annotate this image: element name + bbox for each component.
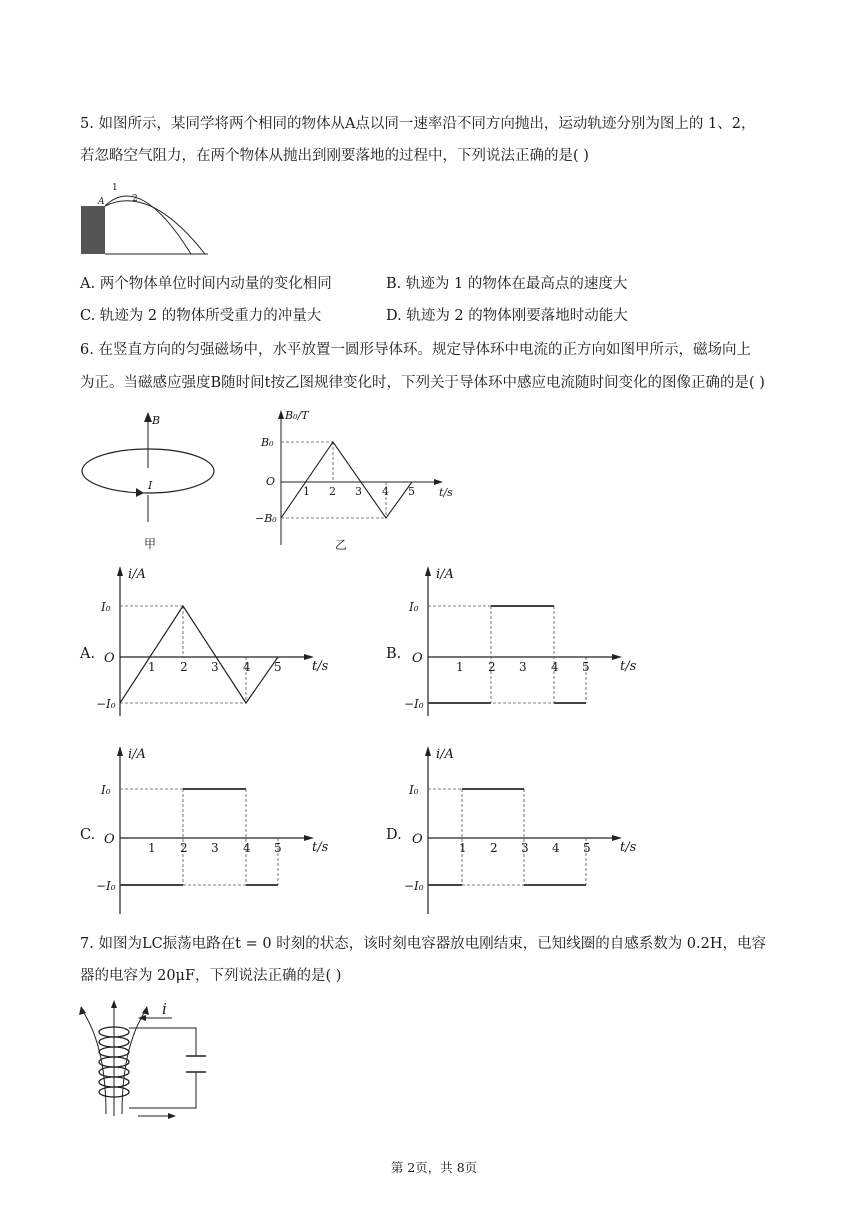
graph-c-tick-3: 3	[211, 841, 219, 855]
yi-tick-3: 3	[355, 485, 362, 498]
page-footer: 第 2页，共 8页	[390, 1160, 478, 1175]
graph-d-tick-2: 2	[490, 841, 498, 855]
yi-tick-5: 5	[408, 485, 415, 498]
q6-graph-c[interactable]	[96, 740, 336, 918]
graph-c-xlabel: t/s	[312, 840, 329, 855]
graph-a-y-arrow	[117, 566, 123, 576]
q5-trajectory-2	[105, 201, 205, 254]
graph-c-origin: O	[104, 832, 115, 847]
graph-b-tick-4: 4	[551, 660, 559, 674]
field-line-right	[122, 1010, 146, 1114]
q7-stem-line1: 7. 如图为LC振荡电路在t = 0 时刻的状态，该时刻电容器放电刚结束，已知线圈的自感系数为 0.2H，电容	[80, 936, 767, 952]
q6-option-b[interactable]: B.	[386, 646, 402, 662]
q7-stem-line2: 器的电容为 20μF，下列说法正确的是( )	[80, 968, 342, 984]
current-arrow-bottom-icon	[168, 1113, 176, 1119]
q6-figure-jia	[78, 408, 223, 550]
graph-c-tick-4: 4	[243, 841, 251, 855]
graph-b-y-arrow	[425, 566, 431, 576]
graph-d-xlabel: t/s	[620, 840, 637, 855]
wire-top	[129, 1028, 196, 1056]
current-arrow-icon	[136, 488, 144, 497]
graph-a-tick-1: 1	[148, 660, 156, 674]
q6-option-a[interactable]: A.	[80, 646, 96, 662]
yi-negb0-label: −B₀	[255, 512, 277, 525]
graph-d-negi0: −I₀	[404, 879, 424, 893]
field-line-left	[82, 1010, 106, 1114]
graph-b-ylabel: i/A	[436, 567, 454, 582]
graph-c-tick-2: 2	[180, 841, 188, 855]
label-i: I	[148, 479, 153, 492]
q7-lc-circuit-figure	[76, 998, 216, 1122]
field-arrow-left-icon	[79, 1006, 86, 1015]
graph-b-xlabel: t/s	[620, 659, 637, 674]
q6-stem-line1: 6. 在竖直方向的匀强磁场中，水平放置一圆形导体环。规定导体环中电流的正方向如图甲所示，磁场向上	[80, 342, 751, 358]
graph-c-tick-1: 1	[148, 841, 156, 855]
graph-c-ylabel: i/A	[128, 747, 146, 762]
field-arrow-head	[144, 412, 152, 422]
graph-b-tick-2: 2	[488, 660, 496, 674]
q5-label-a: A	[98, 197, 105, 207]
graph-d-i0: I₀	[409, 783, 419, 797]
q5-platform	[81, 206, 105, 254]
graph-d-tick-3: 3	[521, 841, 529, 855]
q5-projectile-figure	[78, 178, 213, 260]
yi-ylabel: B₀/T	[285, 409, 309, 422]
q5-label-2: 2	[132, 194, 138, 204]
label-b: B	[152, 414, 161, 427]
graph-a-tick-2: 2	[180, 660, 188, 674]
yi-b-curve	[281, 442, 412, 518]
field-arrow-right-icon	[142, 1006, 149, 1015]
q5-stem-line2: 若忽略空气阻力，在两个物体从抛出到刚要落地的过程中，下列说法正确的是( )	[80, 148, 589, 164]
graph-b-tick-5: 5	[582, 660, 590, 674]
caption-jia: 甲	[144, 537, 157, 550]
field-arrow-center-icon	[111, 1000, 117, 1008]
graph-a-curve	[120, 606, 278, 703]
graph-d-ylabel: i/A	[436, 747, 454, 762]
q5-option-d[interactable]: D. 轨迹为 2 的物体刚要落地时动能大	[386, 308, 628, 324]
yi-tick-2: 2	[329, 485, 336, 498]
graph-a-tick-3: 3	[211, 660, 219, 674]
graph-b-tick-1: 1	[456, 660, 464, 674]
graph-c-y-arrow	[117, 746, 123, 756]
graph-c-tick-5: 5	[274, 841, 282, 855]
graph-a-ylabel: i/A	[128, 567, 146, 582]
graph-d-y-arrow	[425, 746, 431, 756]
yi-x-arrow	[434, 479, 443, 485]
graph-b-origin: O	[412, 651, 423, 666]
graph-a-origin: O	[104, 651, 115, 666]
q6-option-c[interactable]: C.	[80, 827, 96, 843]
q5-option-b[interactable]: B. 轨迹为 1 的物体在最高点的速度大	[386, 276, 628, 292]
yi-origin: O	[266, 475, 276, 488]
graph-a-tick-4: 4	[243, 660, 251, 674]
graph-d-tick-5: 5	[583, 841, 591, 855]
yi-xlabel: t/s	[439, 486, 453, 499]
q5-label-1: 1	[112, 183, 118, 193]
graph-c-i0: I₀	[101, 783, 111, 797]
graph-a-i0: I₀	[101, 600, 111, 614]
graph-b-i0: I₀	[409, 600, 419, 614]
q6-graph-d[interactable]	[404, 740, 644, 918]
yi-tick-1: 1	[303, 485, 310, 498]
wire-bottom	[129, 1072, 196, 1108]
q6-option-d[interactable]: D.	[386, 827, 402, 843]
q5-option-c[interactable]: C. 轨迹为 2 的物体所受重力的冲量大	[80, 308, 322, 324]
yi-y-arrow	[278, 410, 284, 419]
q5-option-a[interactable]: A. 两个物体单位时间内动量的变化相同	[80, 276, 332, 292]
graph-a-negi0: −I₀	[96, 697, 116, 711]
yi-tick-4: 4	[382, 485, 389, 498]
graph-a-xlabel: t/s	[312, 659, 329, 674]
graph-b-negi0: −I₀	[404, 697, 424, 711]
current-label-i: i	[162, 1000, 167, 1018]
caption-yi: 乙	[335, 538, 348, 552]
q6-stem-line2: 为正。当磁感应强度B随时间t按乙图规律变化时，下列关于导体环中感应电流随时间变化的图像正确的是( )	[80, 375, 765, 391]
graph-c-negi0: −I₀	[96, 879, 116, 893]
q6-figure-yi	[255, 405, 465, 553]
graph-a-tick-5: 5	[274, 660, 282, 674]
yi-b0-label: B₀	[261, 436, 274, 449]
q5-stem-line1: 5. 如图所示，某同学将两个相同的物体从A点以同一速率沿不同方向抛出，运动轨迹分别为图上的 1、2，	[80, 116, 756, 132]
q6-graph-b[interactable]	[404, 560, 644, 720]
graph-d-origin: O	[412, 832, 423, 847]
graph-d-tick-4: 4	[552, 841, 560, 855]
q6-graph-a[interactable]	[96, 560, 336, 720]
graph-d-tick-1: 1	[459, 841, 467, 855]
graph-b-tick-3: 3	[519, 660, 527, 674]
